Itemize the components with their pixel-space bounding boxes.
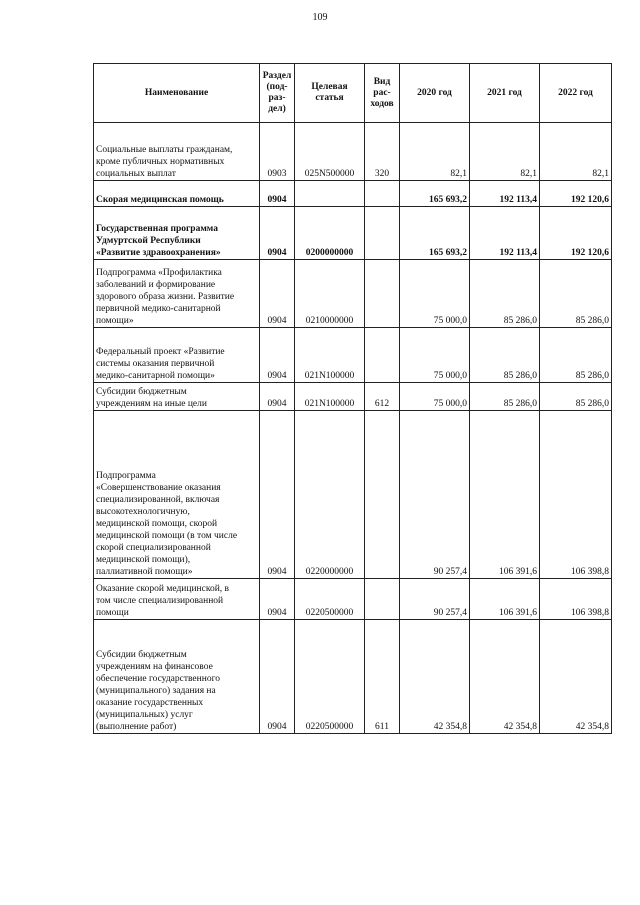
row-name-line: том числе специализированной: [96, 596, 224, 606]
row-name-line: Подпрограмма «Профилактика: [96, 268, 222, 278]
row-name-line: здорового образа жизни. Развитие: [96, 292, 235, 302]
row-expense-type: 320: [365, 123, 400, 181]
row-name-line: Государственная программа: [96, 224, 218, 234]
row-value-2021: 192 113,4: [470, 181, 540, 207]
header-2020: 2020 год: [400, 64, 470, 123]
row-name-line: первичной медико-санитарной: [96, 304, 221, 314]
row-name-line: Субсидии бюджетным: [96, 387, 187, 397]
header-type-line: рас-: [373, 87, 391, 98]
row-name-line: Подпрограмма: [96, 471, 156, 481]
row-name-line: учреждениям на финансовое: [96, 662, 213, 672]
table-row: [94, 620, 612, 734]
row-name-line: помощи»: [96, 316, 134, 326]
row-name-line: медико-санитарной помощи»: [96, 371, 215, 381]
row-name: [94, 411, 260, 579]
row-name-line: медицинской помощи (в том числе: [96, 531, 238, 541]
row-name-line: скорой специализированной: [96, 543, 211, 553]
table-row: [94, 123, 612, 181]
row-value-2022: 82,1: [540, 123, 612, 181]
row-name: [94, 260, 260, 328]
row-section: 0904: [260, 383, 295, 411]
row-target: 021N100000: [295, 383, 365, 411]
row-section: 0904: [260, 260, 295, 328]
header-name: Наименование: [94, 64, 260, 123]
row-name-line: специализированной, включая: [96, 495, 220, 505]
row-value-2022: 85 286,0: [540, 328, 612, 383]
page-number: 109: [312, 12, 328, 23]
header-2022: 2022 год: [540, 64, 612, 123]
row-name-line: Оказание скорой медицинской, в: [96, 584, 230, 594]
row-value-2020: 75 000,0: [400, 260, 470, 328]
row-value-2022: 106 398,8: [540, 579, 612, 620]
header-section: [260, 64, 295, 123]
row-expense-type: [365, 328, 400, 383]
row-value-2020: 75 000,0: [400, 328, 470, 383]
row-expense-type: 612: [365, 383, 400, 411]
header-target: [295, 64, 365, 123]
row-value-2020: 42 354,8: [400, 620, 470, 734]
row-value-2020: 90 257,4: [400, 579, 470, 620]
row-section: 0904: [260, 620, 295, 734]
row-name: [94, 207, 260, 260]
table-row: [94, 383, 612, 411]
row-name-line: (муниципального) задания на: [96, 686, 216, 696]
row-value-2021: 85 286,0: [470, 260, 540, 328]
row-name-line: оказание государственных: [96, 698, 204, 708]
row-name-line: медицинской помощи, скорой: [96, 519, 218, 529]
row-name-line: Субсидии бюджетным: [96, 650, 187, 660]
row-value-2022: 192 120,6: [540, 207, 612, 260]
row-section: 0904: [260, 181, 295, 207]
row-section: 0904: [260, 579, 295, 620]
row-value-2021: 192 113,4: [470, 207, 540, 260]
row-name-line: «Развитие здравоохранения»: [96, 248, 221, 258]
table-row: [94, 181, 612, 207]
row-value-2022: 192 120,6: [540, 181, 612, 207]
row-value-2020: 165 693,2: [400, 207, 470, 260]
row-target: 0220000000: [295, 411, 365, 579]
row-target: 0220500000: [295, 620, 365, 734]
row-name: [94, 383, 260, 411]
row-value-2021: 106 391,6: [470, 411, 540, 579]
row-name-line: паллиативной помощи»: [96, 567, 193, 577]
header-section-line: Раздел: [262, 71, 292, 81]
row-target: 0220500000: [295, 579, 365, 620]
row-value-2022: 42 354,8: [540, 620, 612, 734]
row-name-line: (муниципальных) услуг: [96, 710, 193, 720]
row-target: 025N500000: [295, 123, 365, 181]
row-value-2022: 106 398,8: [540, 411, 612, 579]
row-value-2020: 90 257,4: [400, 411, 470, 579]
row-target: 0200000000: [295, 207, 365, 260]
table-row: [94, 579, 612, 620]
row-expense-type: [365, 411, 400, 579]
header-type-line: Вид: [373, 76, 391, 87]
table-row: [94, 328, 612, 383]
header-row: [94, 64, 612, 123]
row-name: [94, 328, 260, 383]
row-value-2021: 82,1: [470, 123, 540, 181]
row-value-2020: 82,1: [400, 123, 470, 181]
row-name: [94, 620, 260, 734]
header-type-line: ходов: [370, 98, 394, 109]
row-value-2021: 106 391,6: [470, 579, 540, 620]
row-section: 0904: [260, 411, 295, 579]
row-name-line: (выполнение работ): [96, 722, 177, 732]
row-expense-type: [365, 579, 400, 620]
row-value-2020: 165 693,2: [400, 181, 470, 207]
table-row: [94, 411, 612, 579]
row-value-2022: 85 286,0: [540, 383, 612, 411]
row-expense-type: [365, 207, 400, 260]
header-section-line: раз-: [268, 93, 286, 103]
budget-table: [93, 63, 612, 734]
header-section-line: (под-: [266, 82, 288, 92]
row-value-2021: 42 354,8: [470, 620, 540, 734]
row-name: [94, 579, 260, 620]
table-row: [94, 260, 612, 328]
row-name: [94, 123, 260, 181]
row-name-line: социальных выплат: [96, 169, 176, 179]
row-name-line: Скорая медицинская помощь: [96, 195, 224, 205]
header-2021: 2021 год: [470, 64, 540, 123]
row-name-line: высокотехнологичную,: [96, 507, 190, 517]
row-section: 0904: [260, 328, 295, 383]
row-name-line: обеспечение государственного: [96, 674, 220, 684]
header-section-line: дел): [268, 104, 286, 114]
row-name-line: «Совершенствование оказания: [96, 483, 221, 493]
row-section: 0904: [260, 207, 295, 260]
row-value-2020: 75 000,0: [400, 383, 470, 411]
row-target: 021N100000: [295, 328, 365, 383]
row-value-2022: 85 286,0: [540, 260, 612, 328]
row-section: 0903: [260, 123, 295, 181]
row-target: [295, 181, 365, 207]
row-name-line: учреждениям на иные цели: [96, 399, 207, 409]
row-name-line: кроме публичных нормативных: [96, 157, 225, 167]
header-target-line: статья: [315, 93, 344, 103]
row-name-line: системы оказания первичной: [96, 359, 215, 369]
row-expense-type: 611: [365, 620, 400, 734]
row-name-line: Удмуртской Республики: [96, 236, 201, 246]
row-name-line: помощи: [96, 608, 129, 618]
row-value-2021: 85 286,0: [470, 383, 540, 411]
row-target: 0210000000: [295, 260, 365, 328]
row-value-2021: 85 286,0: [470, 328, 540, 383]
row-expense-type: [365, 181, 400, 207]
row-name: [94, 181, 260, 207]
row-expense-type: [365, 260, 400, 328]
row-name-line: медицинской помощи),: [96, 555, 191, 565]
header-expense-type: [365, 64, 400, 123]
row-name-line: заболеваний и формирование: [96, 280, 216, 290]
row-name-line: Социальные выплаты гражданам,: [96, 145, 233, 155]
table-row: [94, 207, 612, 260]
row-name-line: Федеральный проект «Развитие: [96, 347, 225, 357]
header-target-line: Целевая: [311, 82, 348, 92]
